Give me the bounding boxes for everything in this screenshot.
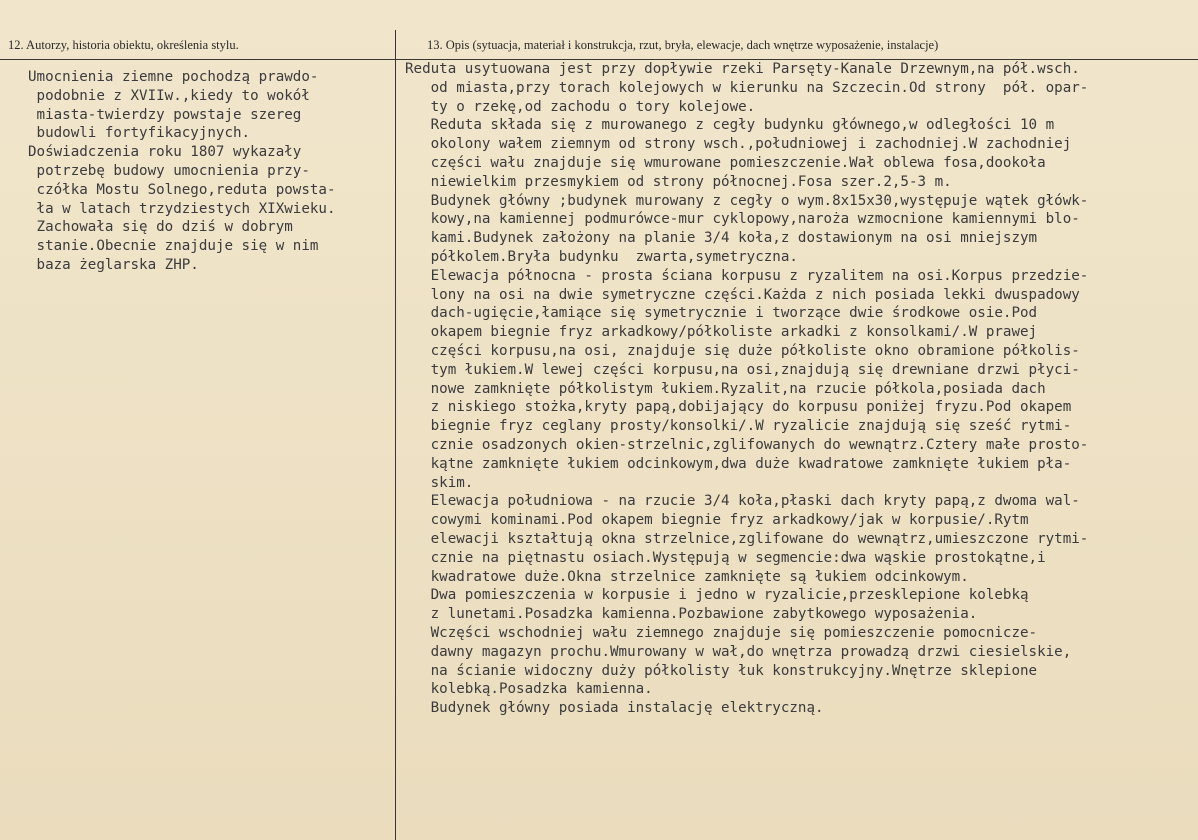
text-line: Dwa pomieszczenia w korpusie i jedno w ryzalicie,przesklepione kolebką [405,587,1029,604]
text-line: Elewacja południowa - na rzucie 3/4 koła,płaski dach kryty papą,z dwoma wal- [405,493,1080,510]
text-line: części wału znajduje się wmurowane pomieszczenie.Wał oblewa fosa,dookoła [405,154,1046,171]
text-line: kolebką.Posadzka kamienna. [405,681,653,698]
text-line: ty o rzekę,od zachodu o tory kolejowe. [405,98,756,115]
text-line: miasta-twierdzy powstaje szereg [28,106,302,123]
text-line: kami.Budynek założony na planie 3/4 koła,z dostawionym na osi mniejszym [405,230,1038,247]
text-line: z niskiego stożka,kryty papą,dobijający do korpusu poniżej fryzu.Pod okapem [405,399,1072,416]
text-line: części korpusu,na osi, znajduje się duże półkoliste okno obramione półkolis- [405,342,1080,359]
text-line: okolony wałem ziemnym od strony wsch.,południowej i zachodniej.W zachodniej [405,136,1072,153]
section-13-header: 13. Opis (sytuacja, materiał i konstrukcja, rzut, bryła, elewacje, dach wnętrze wyposażenie, instalacje) [427,38,939,52]
text-line: Wczęści wschodniej wału ziemnego znajduje się pomieszczenie pomocnicze- [405,624,1038,641]
text-line: z lunetami.Posadzka kamienna.Pozbawione zabytkowego wyposażenia. [405,606,978,623]
text-line: ła w latach trzydziestych XIXwieku. [28,200,336,217]
text-line: Reduta składa się z murowanego z cegły budynku głównego,w odległości 10 m [405,117,1055,134]
text-line: Elewacja północna - prosta ściana korpusu z ryzalitem na osi.Korpus przedzie- [405,267,1089,284]
text-line: cowymi kominami.Pod okapem biegnie fryz arkadkowy/jak w korpusie/.Rytm [405,512,1029,529]
text-line: skim. [405,474,474,491]
text-line: lony na osi na dwie symetryczne części.Każda z nich posiada lekki dwuspadowy [405,286,1080,303]
text-line: baza żeglarska ZHP. [28,256,199,273]
text-line: elewacji kształtują okna strzelnice,zglifowane do wewnątrz,umieszczone rytmi- [405,530,1089,547]
text-line: Zachowała się do dziś w dobrym [28,219,293,236]
text-line: stanie.Obecnie znajduje się w nim [28,238,319,255]
text-line: tym łukiem.W lewej części korpusu,na osi,znajdują się drewniane drzwi płyci- [405,361,1080,378]
text-line: cznie na piętnastu osiach.Występują w segmencie:dwa wąskie prostokątne,i [405,549,1046,566]
text-line: kątne zamknięte łukiem odcinkowym,dwa duże kwadratowe zamknięte łukiem pła- [405,455,1072,472]
text-line: nowe zamknięte półkolistym łukiem.Ryzalit,na rzucie półkola,posiada dach [405,380,1046,397]
text-line: dawny magazyn prochu.Wmurowany w wał,do wnętrza prowadzą drzwi ciesielskie, [405,643,1072,660]
text-line: kwadratowe duże.Okna strzelnice zamknięte są łukiem odcinkowym. [405,568,969,585]
text-line: niewielkim przesmykiem od strony północnej.Fosa szer.2,5-3 m. [405,173,952,190]
column-divider [395,30,396,840]
text-line: kowy,na kamiennej podmurówce-mur cyklopowy,naroża wzmocnione kamiennymi blo- [405,211,1080,228]
text-line: Umocnienia ziemne pochodzą prawdo- [28,69,319,85]
text-line: budowli fortyfikacyjnych. [28,125,251,142]
text-line: Budynek główny posiada instalację elektryczną. [405,700,824,717]
text-line: okapem biegnie fryz arkadkowy/półkoliste arkadki z konsolkami/.W prawej [405,324,1038,341]
text-line: podobnie z XVIIw.,kiedy to wokół [28,87,310,104]
text-line: Budynek główny ;budynek murowany z cegły o wym.8x15x30,występuje wątek główk- [405,192,1089,209]
text-line: Reduta usytuowana jest przy dopływie rzeki Parsęty-Kanale Drzewnym,na pół.wsch. [405,61,1080,77]
text-line: dach-ugięcie,łamiące się symetrycznie i tworzące dwie środkowe osie.Pod [405,305,1038,322]
text-line: na ścianie widoczny duży półkolisty łuk konstrukcyjny.Wnętrze sklepione [405,662,1038,679]
description-text-column [405,60,1190,718]
text-line: biegnie fryz ceglany prosty/konsolki/.W ryzalicie znajdują się sześć rytmi- [405,418,1072,435]
text-line: cznie osadzonych okien-strzelnic,zglifowanych do wewnątrz.Cztery małe prosto- [405,436,1089,453]
text-line: czółka Mostu Solnego,reduta powsta- [28,181,336,198]
text-line: od miasta,przy torach kolejowych w kierunku na Szczecin.Od strony pół. opar- [405,79,1089,96]
text-line: półkolem.Bryła budynku zwarta,symetryczna. [405,248,798,265]
section-12-header: 12. Autorzy, historia obiektu, określenia stylu. [8,38,239,52]
history-text-column [28,68,388,275]
text-line: potrzebę budowy umocnienia przy- [28,162,310,179]
text-line: Doświadczenia roku 1807 wykazały [28,144,302,161]
